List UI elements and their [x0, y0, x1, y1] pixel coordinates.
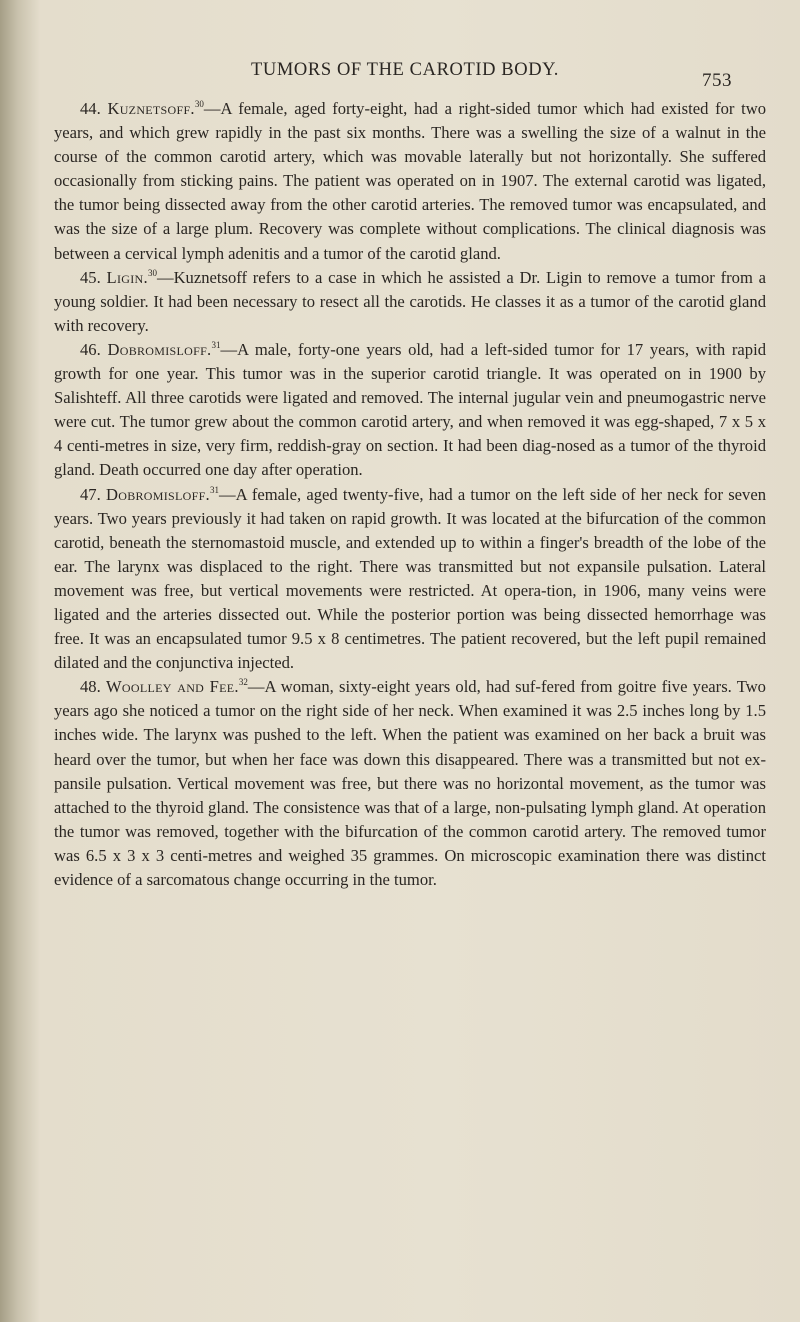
- case-number: 46.: [80, 339, 101, 359]
- body-text: [54, 97, 766, 892]
- case-paragraph-46: [54, 338, 766, 483]
- case-paragraph-44: [54, 97, 766, 266]
- case-text: —A female, aged forty-eight, had a right-sided tumor which had existed for two years, and which grew rapidly in the past six months. There was a swelling the size of a walnut in the course of the common carotid artery, which was movable laterally but not horizontally. She suffered occasionally from sticking pains. The patient was operated on in 1907. The external carotid was ligated, the tumor being dissected away from the other carotid arteries. The removed tumor was encapsulated, and was the size of a large plum. Recovery was complete without complications. The clinical diagnosis was between a cervical lymph adenitis and a tumor of the carotid gland.: [54, 99, 766, 263]
- reference-marker: 30: [147, 267, 157, 278]
- case-author: Dobromisloff.: [105, 484, 211, 504]
- reference-marker: 30: [194, 99, 204, 109]
- case-paragraph-48: [54, 675, 766, 892]
- case-number: 44.: [80, 99, 101, 118]
- case-text: —A female, aged twenty-five, had a tumor on the left side of her neck for seven years. Two years previously it had taken on rapid growth. It was located at the bifurcation of the common carotid, beneath the sternomastoid muscle, and extended up to within a finger's breadth of the lobe of the ear. The larynx was displaced to the right. There was transmitted but not expansile pulsation. Lateral movement was free, but vertical movements were restricted. At opera-tion, in 1906, many veins were ligated and the arteries dissected out. While the posterior portion was being dissected hemorrhage was free. It was an encapsulated tumor 9.5 x 8 centimetres. The patient recovered, but the left pupil remained dilated and the conjunctiva injected.: [54, 484, 766, 673]
- page-header: [0, 60, 800, 90]
- case-author: Dobromisloff.: [107, 339, 212, 359]
- reference-marker: 31: [211, 339, 221, 350]
- running-title: TUMORS OF THE CAROTID BODY.: [251, 60, 559, 80]
- case-author: Kuznetsoff.: [107, 99, 195, 118]
- case-paragraph-47: [54, 483, 766, 676]
- case-author: Ligin.: [106, 267, 148, 287]
- reference-marker: 32: [238, 677, 248, 688]
- case-text: —A woman, sixty-eight years old, had suf-fered from goitre five years. Two years ago she noticed a tumor on the right side of her neck. When examined it was 2.5 inches long by 1.5 inches wide. The larynx was pushed to the left. When the patient was examined on her back a bruit was heard over the tumor, but when her face was down this disappeared. There was a transmitted but not ex-pansile pulsation. Vertical movement was free, but there was no horizontal movement, as the tumor was attached to the thyroid gland. The consistence was that of a large, non-pulsating lymph gland. At operation the tumor was removed, together with the bifurcation of the common carotid artery. The removed tumor was 6.5 x 3 x 3 centi-metres and weighed 35 grammes. On microscopic examination there was distinct evidence of a sarcomatous change occurring in the tumor.: [54, 677, 766, 889]
- reference-marker: 31: [210, 484, 220, 495]
- case-number: 45.: [80, 267, 101, 287]
- case-number: 47.: [80, 484, 101, 504]
- case-number: 48.: [80, 677, 101, 697]
- page-number: 753: [702, 70, 732, 91]
- case-text: —A male, forty-one years old, had a left-sided tumor for 17 years, with rapid growth for one year. This tumor was in the superior carotid triangle. It was operated on in 1900 by Salishteff. All three carotids were ligated and removed. The internal jugular vein and pneumogastric nerve were cut. The tumor grew about the common carotid artery, and when removed it was egg-shaped, 7 x 5 x 4 centi-metres in size, very firm, reddish-gray on section. It had been diag-nosed as a tumor of the thyroid gland. Death occurred one day after operation.: [54, 339, 766, 480]
- case-text: —Kuznetsoff refers to a case in which he assisted a Dr. Ligin to remove a tumor from a young soldier. It had been necessary to resect all the carotids. He classes it as a tumor of the carotid gland with recovery.: [54, 267, 767, 335]
- case-author: Woolley and Fee.: [105, 677, 239, 697]
- case-paragraph-45: [54, 266, 766, 338]
